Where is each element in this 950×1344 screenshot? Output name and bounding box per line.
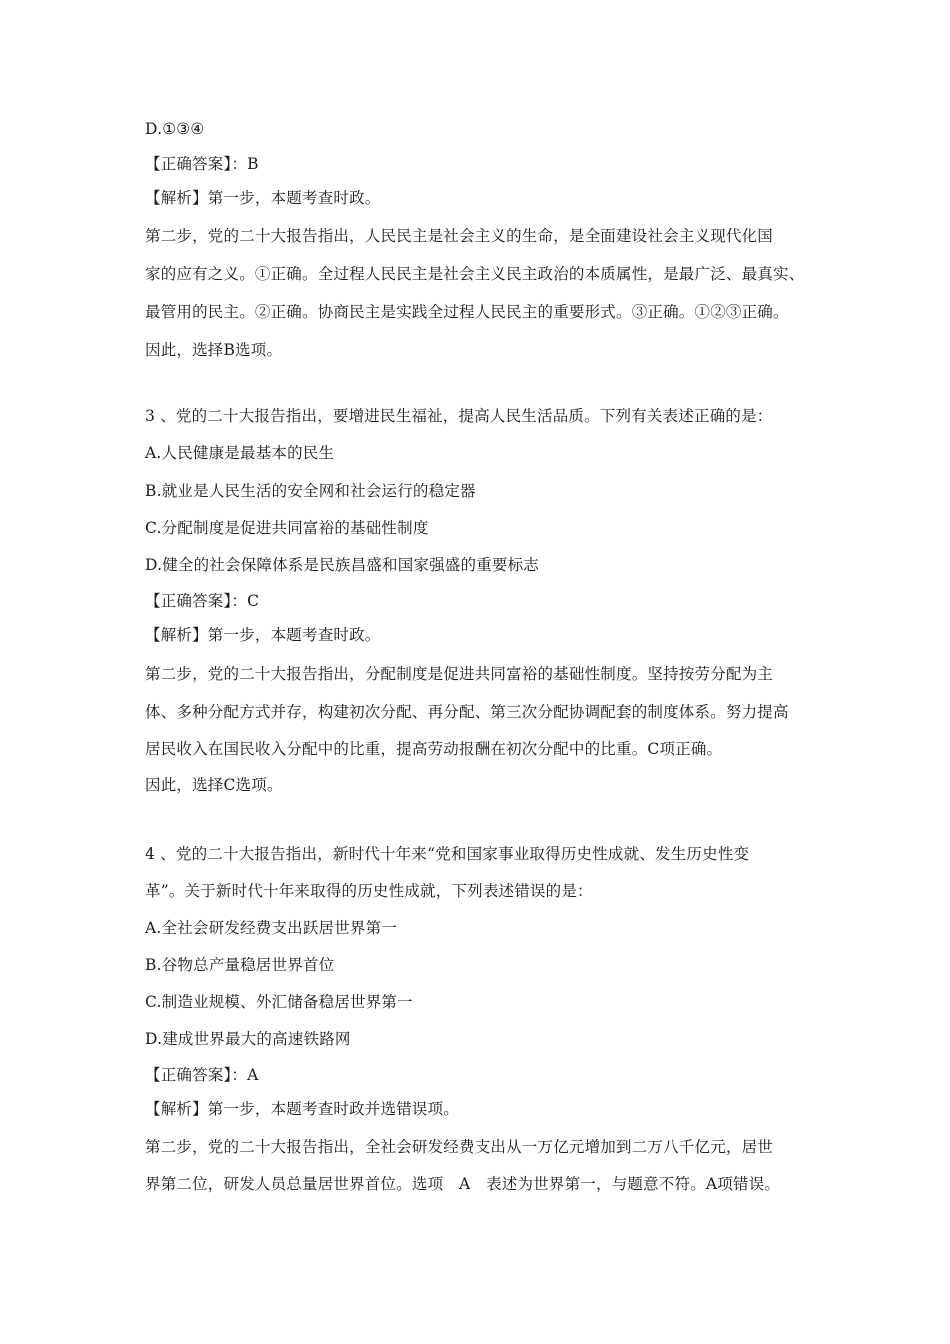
q3-option-c: C.分配制度是促进共同富裕的基础性制度 — [145, 519, 429, 537]
q3-analysis-line: 居民收入在国民收入分配中的比重，提高劳动报酬在初次分配中的比重。C项正确。 — [145, 740, 723, 758]
q2-analysis-step1: 【解析】第一步，本题考查时政。 — [145, 189, 381, 207]
q4-analysis-step1: 【解析】第一步，本题考查时政并选错误项。 — [145, 1100, 460, 1118]
q4-option-c: C.制造业规模、外汇储备稳居世界第一 — [145, 993, 413, 1011]
q4-option-d: D.建成世界最大的高速铁路网 — [145, 1030, 351, 1048]
q3-option-d: D.健全的社会保障体系是民族昌盛和国家强盛的重要标志 — [145, 556, 540, 574]
q2-answer: 【正确答案】：B — [145, 155, 259, 173]
q4-answer: 【正确答案】：A — [145, 1066, 259, 1084]
q3-option-a: A.人民健康是最基本的民生 — [145, 444, 335, 462]
q4-analysis-line: 第二步，党的二十大报告指出，全社会研发经费支出从一万亿元增加到二万八千亿元，居世 — [145, 1138, 774, 1156]
q3-conclusion: 因此，选择C选项。 — [145, 776, 283, 794]
q4-analysis-line: 界第二位，研发人员总量居世界首位。选项 A 表述为世界第一，与题意不符。A项错误。 — [145, 1175, 781, 1193]
q4-option-a: A.全社会研发经费支出跃居世界第一 — [145, 919, 398, 937]
q4-stem-line: 4 、党的二十大报告指出，新时代十年来“党和国家事业取得历史性成就、发生历史性变 — [145, 845, 750, 863]
q2-conclusion: 因此，选择B选项。 — [145, 341, 283, 359]
q4-option-b: B.谷物总产量稳居世界首位 — [145, 956, 335, 974]
q3-analysis-step1: 【解析】第一步，本题考查时政。 — [145, 626, 381, 644]
q2-analysis-line: 家的应有之义。①正确。全过程人民民主是社会主义民主政治的本质属性，是最广泛、最真实、 — [145, 265, 805, 283]
q2-analysis-line: 第二步，党的二十大报告指出，人民民主是社会主义的生命，是全面建设社会主义现代化国 — [145, 227, 774, 245]
q3-stem: 3 、党的二十大报告指出，要增进民生福祉，提高人民生活品质。下列有关表述正确的是： — [145, 407, 773, 425]
q4-stem-line: 革”。关于新时代十年来取得的历史性成就，下列表述错误的是： — [145, 882, 593, 900]
q2-option-d: D.①③④ — [145, 120, 205, 138]
q2-analysis-line: 最管用的民主。②正确。协商民主是实践全过程人民民主的重要形式。③正确。①②③正确。 — [145, 303, 789, 321]
q3-analysis-line: 体、多种分配方式并存，构建初次分配、再分配、第三次分配协调配套的制度体系。努力提高 — [145, 703, 789, 721]
q3-analysis-line: 第二步，党的二十大报告指出，分配制度是促进共同富裕的基础性制度。坚持按劳分配为主 — [145, 665, 774, 683]
q3-option-b: B.就业是人民生活的安全网和社会运行的稳定器 — [145, 482, 476, 500]
q3-answer: 【正确答案】：C — [145, 592, 260, 610]
